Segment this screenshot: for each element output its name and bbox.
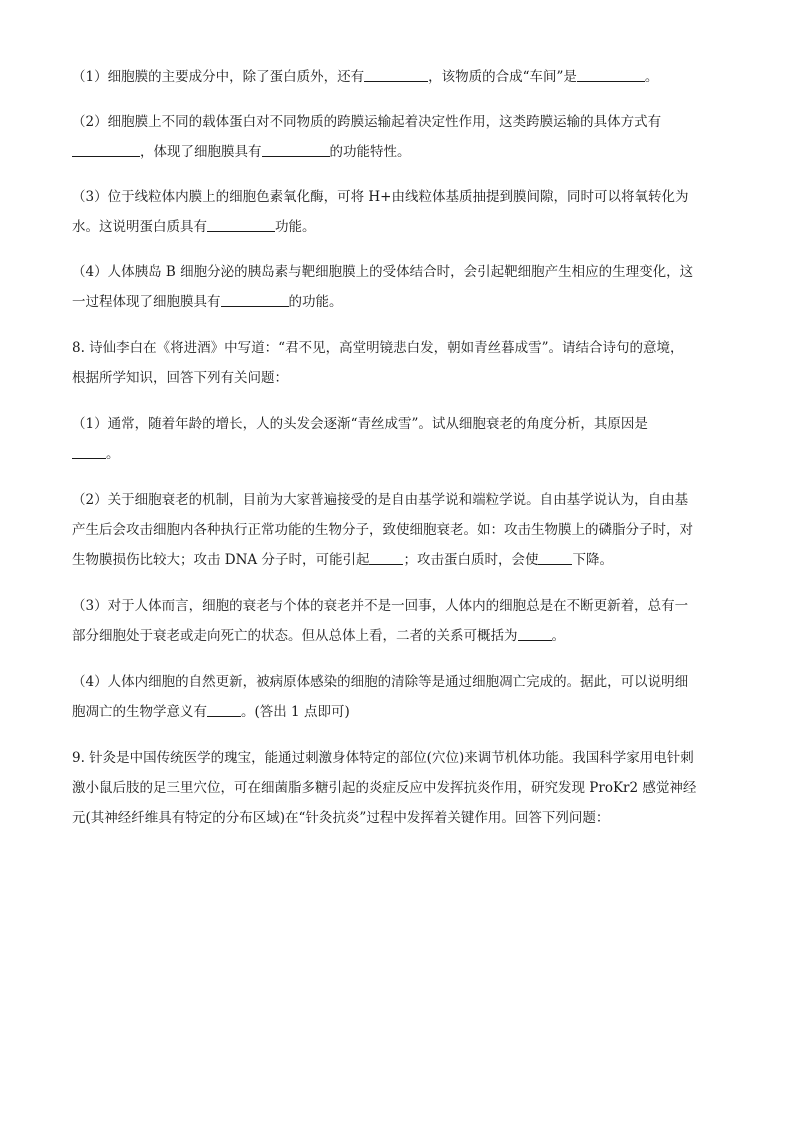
text: 。 bbox=[644, 69, 659, 85]
line: 元(其神经纤维具有特定的分布区域)在“针灸抗炎”过程中发挥着关键作用。回答下列问题： bbox=[72, 810, 610, 826]
line bbox=[72, 621, 722, 651]
line bbox=[72, 137, 722, 167]
line: （1）通常，随着年龄的增长，人的头发会逐渐“青丝成雪”。试从细胞衰老的角度分析，其原因是 bbox=[72, 416, 648, 432]
answer-blank[interactable] bbox=[262, 142, 330, 157]
text: 的功能特性。 bbox=[329, 144, 411, 160]
line: 8. 诗仙李白在《将进酒》中写道：“君不见，高堂明镜悲白发，朝如青丝暮成雪”。请结合诗句的意境， bbox=[72, 340, 684, 356]
question-8-part-3 bbox=[72, 591, 722, 651]
text: 下降。 bbox=[572, 552, 613, 568]
line bbox=[72, 697, 722, 727]
line bbox=[72, 287, 722, 317]
line bbox=[72, 62, 722, 92]
question-8-part-4 bbox=[72, 667, 722, 727]
answer-blank[interactable] bbox=[577, 67, 645, 82]
question-7-part-1 bbox=[72, 62, 722, 92]
text: ，体现了细胞膜具有 bbox=[140, 144, 262, 160]
text: 一过程体现了细胞膜具有 bbox=[72, 294, 221, 310]
line: （4）人体胰岛 B 细胞分泌的胰岛素与靶细胞膜上的受体结合时，会引起靶细胞产生相应的生理变化，这 bbox=[72, 264, 694, 280]
answer-blank[interactable] bbox=[364, 67, 428, 82]
answer-blank[interactable] bbox=[221, 292, 289, 307]
line: （3）位于线粒体内膜上的细胞色素氧化酶，可将 H+由线粒体基质抽提到膜间隙，同时可以将氧转化为 bbox=[72, 189, 689, 205]
text: 部分细胞处于衰老或走向死亡的状态。但从总体上看，二者的关系可概括为 bbox=[72, 628, 518, 644]
answer-blank[interactable] bbox=[72, 142, 140, 157]
text: 。 bbox=[106, 446, 120, 462]
answer-blank[interactable] bbox=[369, 550, 403, 565]
question-7-part-2 bbox=[72, 107, 722, 167]
answer-blank[interactable] bbox=[207, 702, 241, 717]
line bbox=[72, 212, 722, 242]
answer-blank[interactable] bbox=[207, 217, 275, 232]
text: 。(答出 1 点即可) bbox=[241, 704, 350, 720]
text: 胞凋亡的生物学意义有 bbox=[72, 704, 207, 720]
answer-blank[interactable] bbox=[518, 626, 552, 641]
question-7-part-4 bbox=[72, 257, 722, 317]
line: （3）对于人体而言，细胞的衰老与个体的衰老并不是一回事，人体内的细胞总是在不断更新着，总有一 bbox=[72, 598, 689, 614]
line: 9. 针灸是中国传统医学的瑰宝，能通过刺激身体特定的部位(穴位)来调节机体功能。我国科学家用电针刺 bbox=[72, 750, 694, 766]
question-8-stem bbox=[72, 333, 722, 393]
line bbox=[72, 545, 722, 575]
text: 水。这说明蛋白质具有 bbox=[72, 219, 207, 235]
answer-blank[interactable] bbox=[72, 444, 106, 459]
line: 产生后会攻击细胞内各种执行正常功能的生物分子，致使细胞衰老。如：攻击生物膜上的磷脂分子时，对 bbox=[72, 522, 693, 538]
question-7-part-3 bbox=[72, 182, 722, 242]
question-8-part-1 bbox=[72, 409, 722, 469]
text: 生物膜损伤比较大；攻击 DNA 分子时，可能引起 bbox=[72, 552, 370, 568]
answer-blank[interactable] bbox=[538, 550, 572, 565]
question-8-part-2 bbox=[72, 485, 722, 575]
question-9-stem bbox=[72, 743, 722, 833]
line: （2）细胞膜上不同的载体蛋白对不同物质的跨膜运输起着决定性作用，这类跨膜运输的具体方式有 bbox=[72, 114, 662, 130]
text: 功能。 bbox=[275, 219, 316, 235]
text: （1）细胞膜的主要成分中，除了蛋白质外，还有 bbox=[72, 69, 365, 85]
text: 的功能。 bbox=[288, 294, 343, 310]
text: ；攻击蛋白质时，会使 bbox=[403, 552, 539, 568]
line: （2）关于细胞衰老的机制，目前为大家普遍接受的是自由基学说和端粒学说。自由基学说认为，自由基 bbox=[72, 492, 689, 508]
line bbox=[72, 439, 722, 469]
line: 激小鼠后肢的足三里穴位，可在细菌脂多糖引起的炎症反应中发挥抗炎作用，研究发现 ProKr2 感觉神经 bbox=[72, 780, 697, 796]
text: 。 bbox=[551, 628, 565, 644]
line: 根据所学知识，回答下列有关问题： bbox=[72, 370, 288, 386]
text: ，该物质的合成“车间”是 bbox=[428, 69, 577, 85]
line: （4）人体内细胞的自然更新，被病原体感染的细胞的清除等是通过细胞凋亡完成的。据此，可以说明细 bbox=[72, 674, 689, 690]
